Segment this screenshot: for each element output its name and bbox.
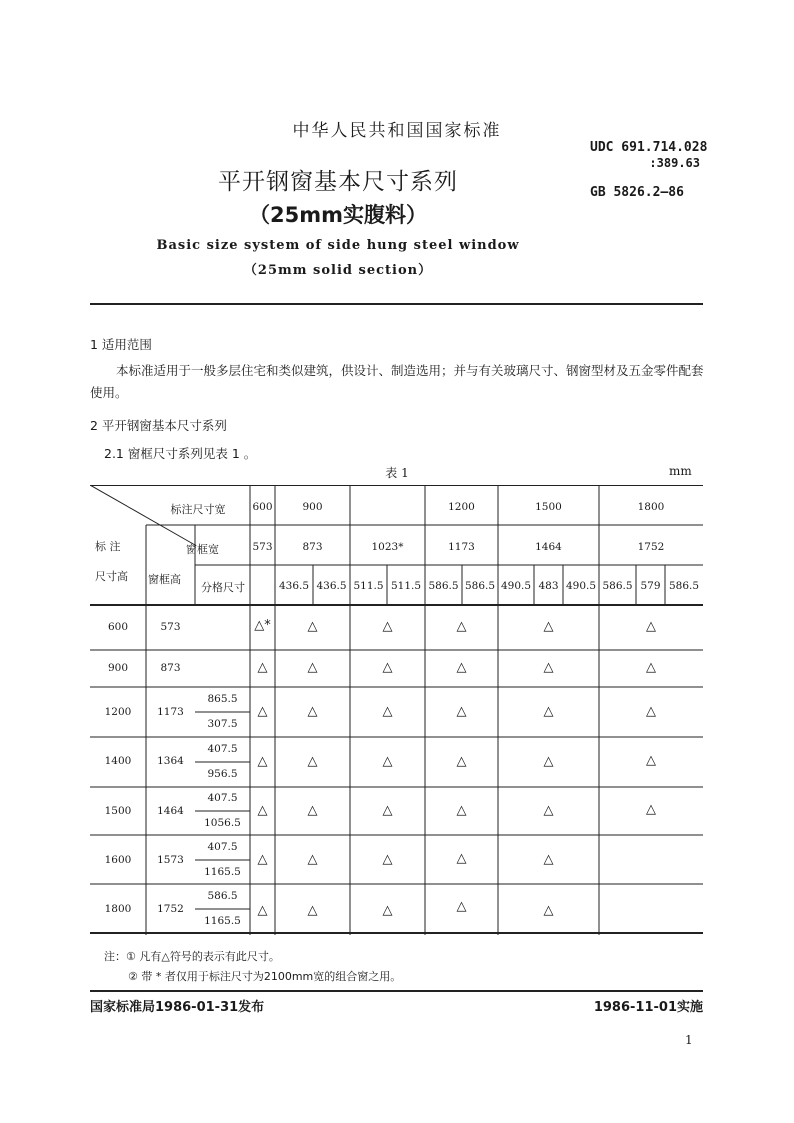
row-frame-height: 1173 — [157, 706, 184, 718]
row-frame-height: 1573 — [157, 854, 184, 866]
row-frame-height: 873 — [160, 662, 181, 674]
effective-date: 1986-11-01实施 — [593, 1000, 703, 1015]
sub-width-cell: 436.5 — [278, 580, 310, 592]
row-sub-height: 956.5 — [207, 768, 238, 780]
availability-mark: △ — [543, 803, 554, 818]
standard-subtitle-cn: （25mm实腹料） — [249, 203, 427, 227]
availability-mark: △ — [307, 903, 318, 918]
sub-width-cell: 511.5 — [390, 580, 422, 592]
nominal-width-cell: 600 — [252, 501, 273, 513]
section2-1-text: 2.1 窗框尺寸系列见表 1 。 — [104, 446, 257, 461]
section1-body: 本标准适用于一般多层住宅和类似建筑，供设计、制造选用；并与有关玻璃尺寸、钢窗型材及五金零件配套使用。 — [90, 363, 704, 400]
standard-title-cn: 平开钢窗基本尺寸系列 — [218, 169, 458, 195]
section1-heading: 1 适用范围 — [90, 337, 152, 352]
availability-mark: △ — [456, 851, 467, 866]
row-nominal-height: 1800 — [104, 903, 132, 915]
availability-mark: △ — [307, 660, 318, 675]
nominal-width-cell: 1500 — [535, 501, 562, 513]
availability-mark: △ — [543, 660, 554, 675]
availability-mark: △ — [646, 802, 656, 817]
availability-mark: △ — [456, 704, 467, 719]
availability-mark: △ — [382, 704, 393, 719]
availability-mark: △ — [543, 619, 554, 634]
footer-divider — [90, 990, 703, 992]
row-nominal-height: 1400 — [104, 755, 132, 767]
frame-width-cell: 1023* — [371, 541, 404, 553]
sub-width-cell: 586.5 — [464, 580, 496, 592]
frame-width-cell: 1752 — [637, 541, 665, 553]
row-frame-height: 1464 — [157, 805, 184, 817]
table-caption: 表 1 — [385, 466, 409, 480]
sub-width-cell: 490.5 — [565, 580, 597, 592]
availability-mark: △ — [646, 753, 656, 768]
availability-mark: △ — [257, 754, 268, 769]
corner-sub-label: 分格尺寸 — [201, 581, 245, 594]
availability-mark: △ — [456, 660, 467, 675]
sub-width-cell: 586.5 — [602, 580, 633, 592]
corner-frame-height-label: 窗框高 — [148, 573, 181, 586]
row-sub-height: 865.5 — [207, 693, 238, 705]
corner-height-label: 尺寸高 — [95, 570, 128, 583]
page-number: 1 — [685, 1033, 693, 1047]
availability-mark: △ — [543, 852, 554, 867]
row-sub-height: 407.5 — [207, 841, 238, 853]
row-nominal-height: 900 — [107, 662, 129, 674]
corner-nominal-label: 标 注 — [95, 540, 121, 553]
availability-mark: △* — [254, 618, 271, 633]
table-note-2: ② 带 * 者仅用于标注尺寸为2100mm宽的组合窗之用。 — [128, 970, 402, 983]
row-nominal-height: 1500 — [104, 805, 132, 817]
availability-mark: △ — [646, 619, 656, 634]
gb-standard-number: GB 5826.2—86 — [590, 185, 684, 200]
table-unit: mm — [669, 464, 692, 478]
availability-mark: △ — [543, 754, 554, 769]
sub-width-cell: 586.5 — [668, 580, 700, 592]
row-nominal-height: 1600 — [104, 854, 132, 866]
sub-width-cell: 436.5 — [316, 580, 347, 592]
row-sub-height: 1165.5 — [204, 915, 241, 927]
availability-mark: △ — [456, 899, 467, 914]
row-sub-height: 1165.5 — [204, 866, 241, 878]
availability-mark: △ — [257, 803, 268, 818]
availability-mark: △ — [646, 704, 656, 719]
table-note-1: 注：① 凡有△符号的表示有此尺寸。 — [104, 950, 280, 963]
availability-mark: △ — [257, 660, 268, 675]
availability-mark: △ — [257, 852, 268, 867]
issuing-country-header: 中华人民共和国国家标准 — [292, 121, 502, 141]
row-sub-height: 307.5 — [207, 718, 238, 730]
frame-width-cell: 873 — [302, 541, 323, 553]
row-nominal-height: 600 — [107, 621, 129, 633]
udc-code-line2: :389.63 — [649, 156, 700, 170]
sub-width-cell: 511.5 — [353, 580, 384, 592]
availability-mark: △ — [307, 852, 318, 867]
sub-width-cell: 490.5 — [500, 580, 532, 592]
standard-title-en: Basic size system of side hung steel window — [156, 238, 520, 253]
corner-nominal-width-label: 标注尺寸宽 — [170, 503, 226, 516]
row-nominal-height: 1200 — [104, 706, 132, 718]
standard-subtitle-en: （25mm solid section） — [243, 263, 433, 278]
availability-mark: △ — [543, 903, 554, 918]
row-sub-height: 407.5 — [207, 792, 238, 804]
availability-mark: △ — [307, 704, 318, 719]
nominal-width-cell: 900 — [302, 501, 323, 513]
availability-mark: △ — [382, 754, 393, 769]
availability-mark: △ — [307, 619, 318, 634]
corner-frame-width-label: 窗框宽 — [186, 543, 219, 556]
availability-mark: △ — [382, 903, 393, 918]
section2-heading: 2 平开钢窗基本尺寸系列 — [90, 418, 227, 433]
availability-mark: △ — [307, 803, 318, 818]
availability-mark: △ — [456, 803, 467, 818]
availability-mark: △ — [456, 754, 467, 769]
row-sub-height: 586.5 — [207, 890, 238, 902]
availability-mark: △ — [257, 903, 268, 918]
row-frame-height: 1364 — [157, 755, 184, 767]
availability-mark: △ — [257, 704, 268, 719]
udc-code-line1: UDC 691.714.028 — [590, 140, 708, 155]
row-frame-height: 573 — [160, 621, 181, 633]
row-sub-height: 1056.5 — [204, 817, 241, 829]
availability-mark: △ — [382, 619, 393, 634]
sub-width-cell: 483 — [538, 580, 559, 592]
availability-mark: △ — [382, 852, 393, 867]
availability-mark: △ — [307, 754, 318, 769]
sub-width-cell: 586.5 — [428, 580, 459, 592]
frame-width-cell: 573 — [252, 541, 273, 553]
availability-mark: △ — [543, 704, 554, 719]
frame-width-cell: 1464 — [535, 541, 562, 553]
issue-date: 国家标准局1986-01-31发布 — [90, 1000, 265, 1015]
row-frame-height: 1752 — [157, 903, 184, 915]
availability-mark: △ — [382, 803, 393, 818]
nominal-width-cell: 1200 — [448, 501, 475, 513]
sub-width-cell: 579 — [640, 580, 661, 592]
window-size-table — [90, 485, 703, 935]
header-divider — [90, 303, 703, 305]
availability-mark: △ — [456, 619, 467, 634]
row-sub-height: 407.5 — [207, 743, 238, 755]
frame-width-cell: 1173 — [448, 541, 475, 553]
availability-mark: △ — [382, 660, 393, 675]
availability-mark: △ — [646, 660, 656, 675]
nominal-width-cell: 1800 — [637, 501, 665, 513]
